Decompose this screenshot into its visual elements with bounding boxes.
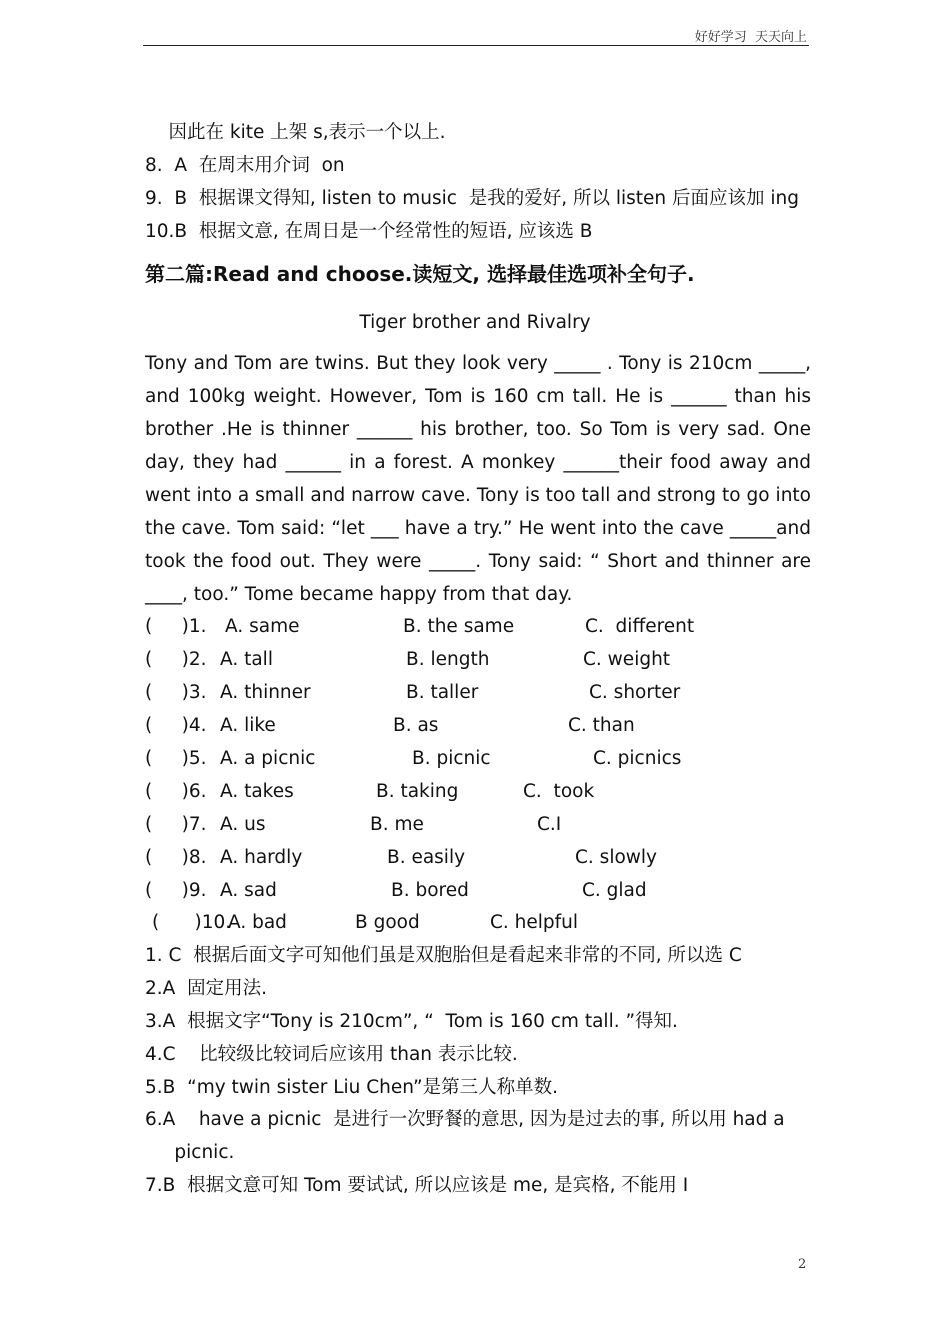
question-row (145, 879, 811, 903)
option-b: B. bored (391, 880, 469, 901)
option-a: A. same (225, 616, 300, 637)
question-row (145, 615, 811, 639)
page-number: 2 (798, 1257, 807, 1272)
answer-line: picnic. (145, 1142, 235, 1163)
answer-line: 2.A 固定用法. (145, 978, 267, 999)
option-b: B. as (393, 715, 439, 736)
answer-line: 3.A 根据文字“Tony is 210cm”, “ Tom is 160 cm tall. ”得知. (145, 1011, 678, 1032)
option-a: A. us (220, 814, 266, 835)
option-c: C. weight (583, 649, 671, 670)
answer-line: 7.B 根据文意可知 Tom 要试试, 所以应该是 me, 是宾格, 不能用 I (145, 1175, 689, 1196)
option-c: C. shorter (589, 682, 681, 703)
answer-line: 5.B “my twin sister Liu Chen”是第三人称单数. (145, 1077, 558, 1098)
option-a: A. thinner (220, 682, 311, 703)
question-row (145, 648, 811, 672)
option-b: B. taller (406, 682, 479, 703)
option-b: B. me (370, 814, 424, 835)
option-a: A. hardly (220, 847, 303, 868)
note-line: 9. B 根据课文得知, listen to music 是我的爱好, 所以 listen 后面应该加 ing (145, 188, 799, 209)
option-a: A. bad (228, 912, 287, 933)
option-c: C. glad (582, 880, 647, 901)
note-line: 8. A 在周末用介词 on (145, 155, 345, 176)
question-number: ( )8. (145, 847, 207, 868)
question-row (145, 780, 811, 804)
question-row (145, 747, 811, 771)
question-number: ( )6. (145, 781, 207, 802)
story-title: Tiger brother and Rivalry (359, 312, 591, 333)
answer-line: 1. C 根据后面文字可知他们虽是双胞胎但是看起来非常的不同, 所以选 C (145, 945, 742, 966)
option-a: A. a picnic (220, 748, 316, 769)
option-c: C. different (585, 616, 695, 637)
option-b: B. taking (376, 781, 459, 802)
option-a: A. sad (220, 880, 277, 901)
option-b: B. easily (387, 847, 466, 868)
question-number: ( )2. (145, 649, 207, 670)
question-row (145, 911, 811, 935)
option-c: C. picnics (593, 748, 682, 769)
header-motto: 好好学习 天天向上 (694, 30, 807, 45)
option-c: C. helpful (490, 912, 579, 933)
note-line: 10.B 根据文意, 在周日是一个经常性的短语, 应该选 B (145, 221, 593, 242)
option-c: C. than (568, 715, 635, 736)
answer-line: 4.C 比较级比较词后应该用 than 表示比较. (145, 1044, 518, 1065)
option-c: C. took (523, 781, 595, 802)
header-rule (143, 45, 809, 46)
question-row (145, 681, 811, 705)
question-row (145, 813, 811, 837)
question-number: ( )3. (145, 682, 207, 703)
option-c: C.I (537, 814, 562, 835)
question-number: ( )5. (145, 748, 207, 769)
option-a: A. like (220, 715, 276, 736)
question-row (145, 846, 811, 870)
option-b: B good (355, 912, 420, 933)
question-number: ( )1. (145, 616, 207, 637)
option-c: C. slowly (575, 847, 657, 868)
option-b: B. length (406, 649, 490, 670)
story-paragraph: Tony and Tom are twins. But they look very _____ . Tony is 210cm _____, and 100kg weight. However, Tom is 160 cm tall. He is ______ than his brother .He is thinner ______ his brother, too. So Tom is very sad. One day, they had ______ in a forest. A monkey ______their food away and went into a small and narrow cave. Tony is too tall and strong to go into the cave. Tom said: “let ___ have a try.” He went into the cave _____and took the food out. They were _____. Tony said: “ Short and thinner are ____, too.” Tome became happy from that day. (145, 353, 811, 605)
option-a: A. takes (220, 781, 294, 802)
option-b: B. the same (403, 616, 515, 637)
option-b: B. picnic (412, 748, 491, 769)
question-number: ( )10. (152, 912, 232, 933)
answer-line: 6.A have a picnic 是进行一次野餐的意思, 因为是过去的事, 所以用 had a (145, 1109, 785, 1130)
question-number: ( )7. (145, 814, 207, 835)
option-a: A. tall (220, 649, 273, 670)
question-number: ( )9. (145, 880, 207, 901)
question-number: ( )4. (145, 715, 207, 736)
section-heading: 第二篇:Read and choose.读短文, 选择最佳选项补全句子. (145, 262, 695, 286)
question-row (145, 714, 811, 738)
note-line: 因此在 kite 上架 s,表示一个以上. (145, 122, 446, 143)
